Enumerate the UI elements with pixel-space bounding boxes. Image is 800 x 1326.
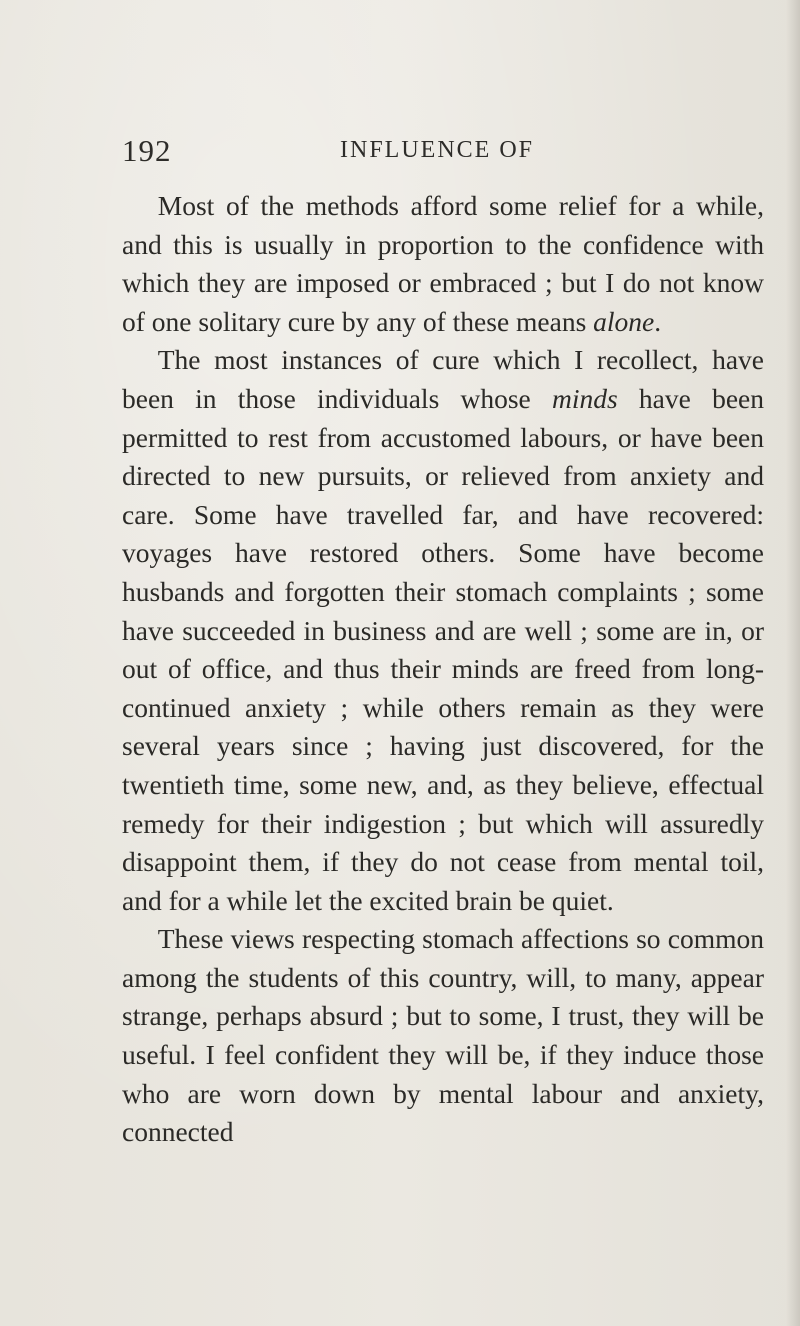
paragraph-text: These views respecting stomach affections so common among the students of this country, will, to many, appear strange, perhaps absurd ; but to some, I trust, they will be useful. I feel confident they will be, if they induce those who are worn down by mental labour and anxiety, connected [122,923,764,1148]
paragraph-3 [122,920,764,1152]
paragraph-text: The most instances of cure which I recollect, have been in those individuals whose [122,344,764,414]
paragraph-text: . [654,305,662,337]
paragraph-text: have been permitted to rest from accustomed labours, or have been directed to new pursuits, or relieved from anxiety and care. Some have travelled far, and have recovered: voyages have restored others. Some have become husbands and forgotten their stomach complaints ; some have succeeded in business and are well ; some are in, or out of office, and thus their minds are freed from long-continued anxiety ; while others remain as they were several years since ; having just discovered, for the twentieth time, some new, and, as they believe, effectual remedy for their indigestion ; but which will assuredly disappoint them, if they do not cease from mental toil, and for a while let the excited brain be quiet. [122,382,764,916]
emphasis-text: minds [552,382,618,414]
paragraph-text: Most of the methods afford some relief for a while, and this is usually in proportion to the confidence with which they are imposed or embraced ; but I do not know of one solitary cure by any of these means [122,190,764,337]
body-text [122,187,764,1152]
paragraph-1 [122,187,764,341]
page-number: 192 [122,133,172,168]
emphasis-text: alone [593,305,655,337]
running-head: INFLUENCE OF [340,137,535,163]
paragraph-2 [122,341,764,920]
page-edge-shadow [786,0,800,1326]
page-header [122,133,742,168]
